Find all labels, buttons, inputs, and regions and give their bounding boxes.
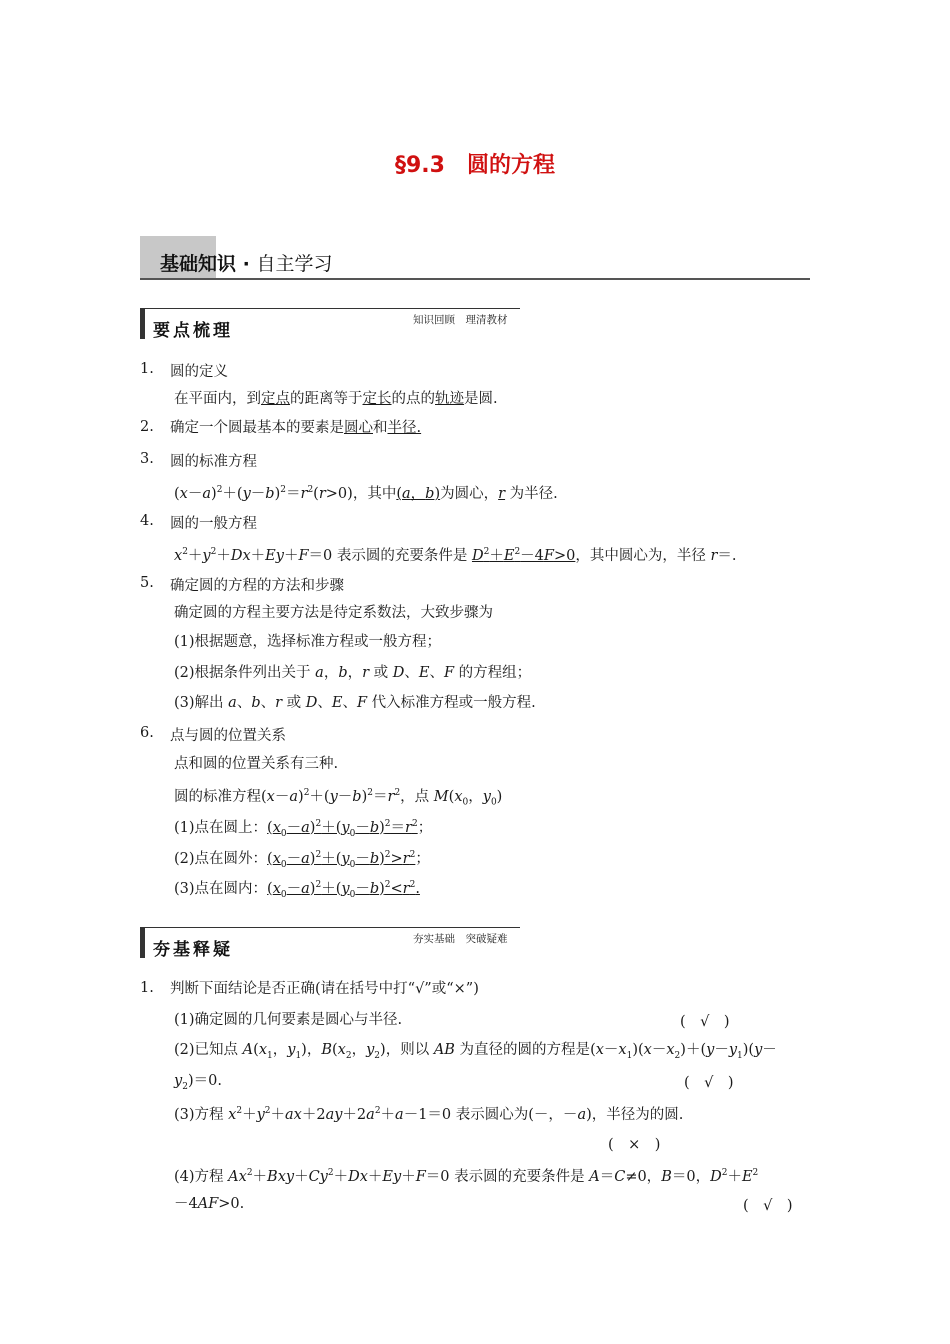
question-heading: 判断下面结论是否正确(请在括号中打“√”或“×”) xyxy=(170,981,479,997)
answer-paren: ( × ) xyxy=(608,1137,661,1153)
item-heading: 圆的定义 xyxy=(170,364,228,380)
position-line: 点和圆的位置关系有三种. xyxy=(174,756,339,772)
box1-title: 要点梳理 xyxy=(153,321,233,341)
box1-line xyxy=(140,308,520,309)
question-item: (4)方程 $Ax^2+Bxy+Cy^2+Dx+Ey+F=0$ 表示圆的充要条件是 A＝C≠0，B＝0，$D^2+E^2$ xyxy=(174,1168,759,1185)
box2-bar xyxy=(140,927,145,958)
question-item: (2)已知点 $A(x_1$，$y_1$)，$B(x_2$，$y_2$)，则以 AB 为直径的圆的方程是$(x-x_1)(x-x_2)+(y-y_1)(y-$ xyxy=(174,1042,777,1061)
item-number: 2. xyxy=(140,419,154,435)
box1-tag: 知识回顾 理清教材 xyxy=(413,314,508,326)
item-number: 4. xyxy=(140,513,154,529)
box1-bar xyxy=(140,308,145,339)
question-item-cont: －4AF>0. xyxy=(174,1196,245,1212)
method-step: (2)根据条件列出关于 a，b，r 或 D、E、F 的方程组； xyxy=(174,665,532,681)
method-step: (3)解出 a、b、r 或 D、E、F 代入标准方程或一般方程. xyxy=(174,695,536,711)
item-number: 3. xyxy=(140,451,154,467)
method-step: (1)根据题意，选择标准方程或一般方程； xyxy=(174,634,442,650)
box2-title: 夯基释疑 xyxy=(153,940,233,960)
section-rule xyxy=(140,278,810,280)
general-equation-line: $x^2+y^2+Dx+Ey+F=0$ 表示圆的充要条件是 $D^2+E^2-4F>0$，其中圆心为，半径 r＝. xyxy=(174,547,737,564)
item-heading: 点与圆的位置关系 xyxy=(170,728,286,744)
item-number: 5. xyxy=(140,575,154,591)
page-title: §9.3 圆的方程 xyxy=(395,153,555,178)
answer-paren: ( √ ) xyxy=(680,1014,730,1030)
section-heading xyxy=(160,249,332,276)
question-item: (1)确定圆的几何要素是圆心与半径. xyxy=(174,1012,403,1028)
definition-line: 在平面内，到定点的距离等于定长的点的轨迹是圆. xyxy=(174,391,498,407)
item-heading: 圆的标准方程 xyxy=(170,454,257,470)
box2-line xyxy=(140,927,520,928)
position-outside: (2)点在圆外：$(x_0-a)^2+(y_0-b)^2>r^2$； xyxy=(174,850,430,870)
question-item-cont: $y_2)=0$. xyxy=(174,1073,222,1092)
item-number: 1. xyxy=(140,361,154,377)
box2-tag: 夯实基础 突破疑难 xyxy=(413,933,508,945)
item-number: 6. xyxy=(140,725,154,741)
position-line: 圆的标准方程$(x-a)^2+(y-b)^2=r^2$，点 $M(x_0$，$y_0$) xyxy=(174,788,503,808)
answer-paren: ( √ ) xyxy=(743,1198,793,1214)
method-line: 确定圆的方程主要方法是待定系数法，大致步骤为 xyxy=(174,605,493,621)
position-inside: (3)点在圆内：$(x_0-a)^2+(y_0-b)^2<r^2$. xyxy=(174,880,420,900)
section-main: 基础知识 xyxy=(160,253,237,275)
item-heading: 圆的一般方程 xyxy=(170,516,257,532)
standard-equation-line: $(x-a)^2+(y-b)^2=r^2(r>0)$，其中(a，b)为圆心，r 为半径. xyxy=(174,485,558,502)
question-number: 1. xyxy=(140,980,154,996)
question-item: (3)方程 $x^2+y^2+ax+2ay+2a^2+a-1=0$ 表示圆心为(－，－a)，半径为的圆. xyxy=(174,1106,684,1123)
section-dot: · xyxy=(236,253,257,275)
answer-paren: ( √ ) xyxy=(684,1075,734,1091)
elements-line: 确定一个圆最基本的要素是圆心和半径. xyxy=(170,420,422,436)
position-on: (1)点在圆上：$(x_0-a)^2+(y_0-b)^2=r^2$； xyxy=(174,819,433,839)
item-heading: 确定圆的方程的方法和步骤 xyxy=(170,578,344,594)
section-sub: 自主学习 xyxy=(256,253,333,275)
